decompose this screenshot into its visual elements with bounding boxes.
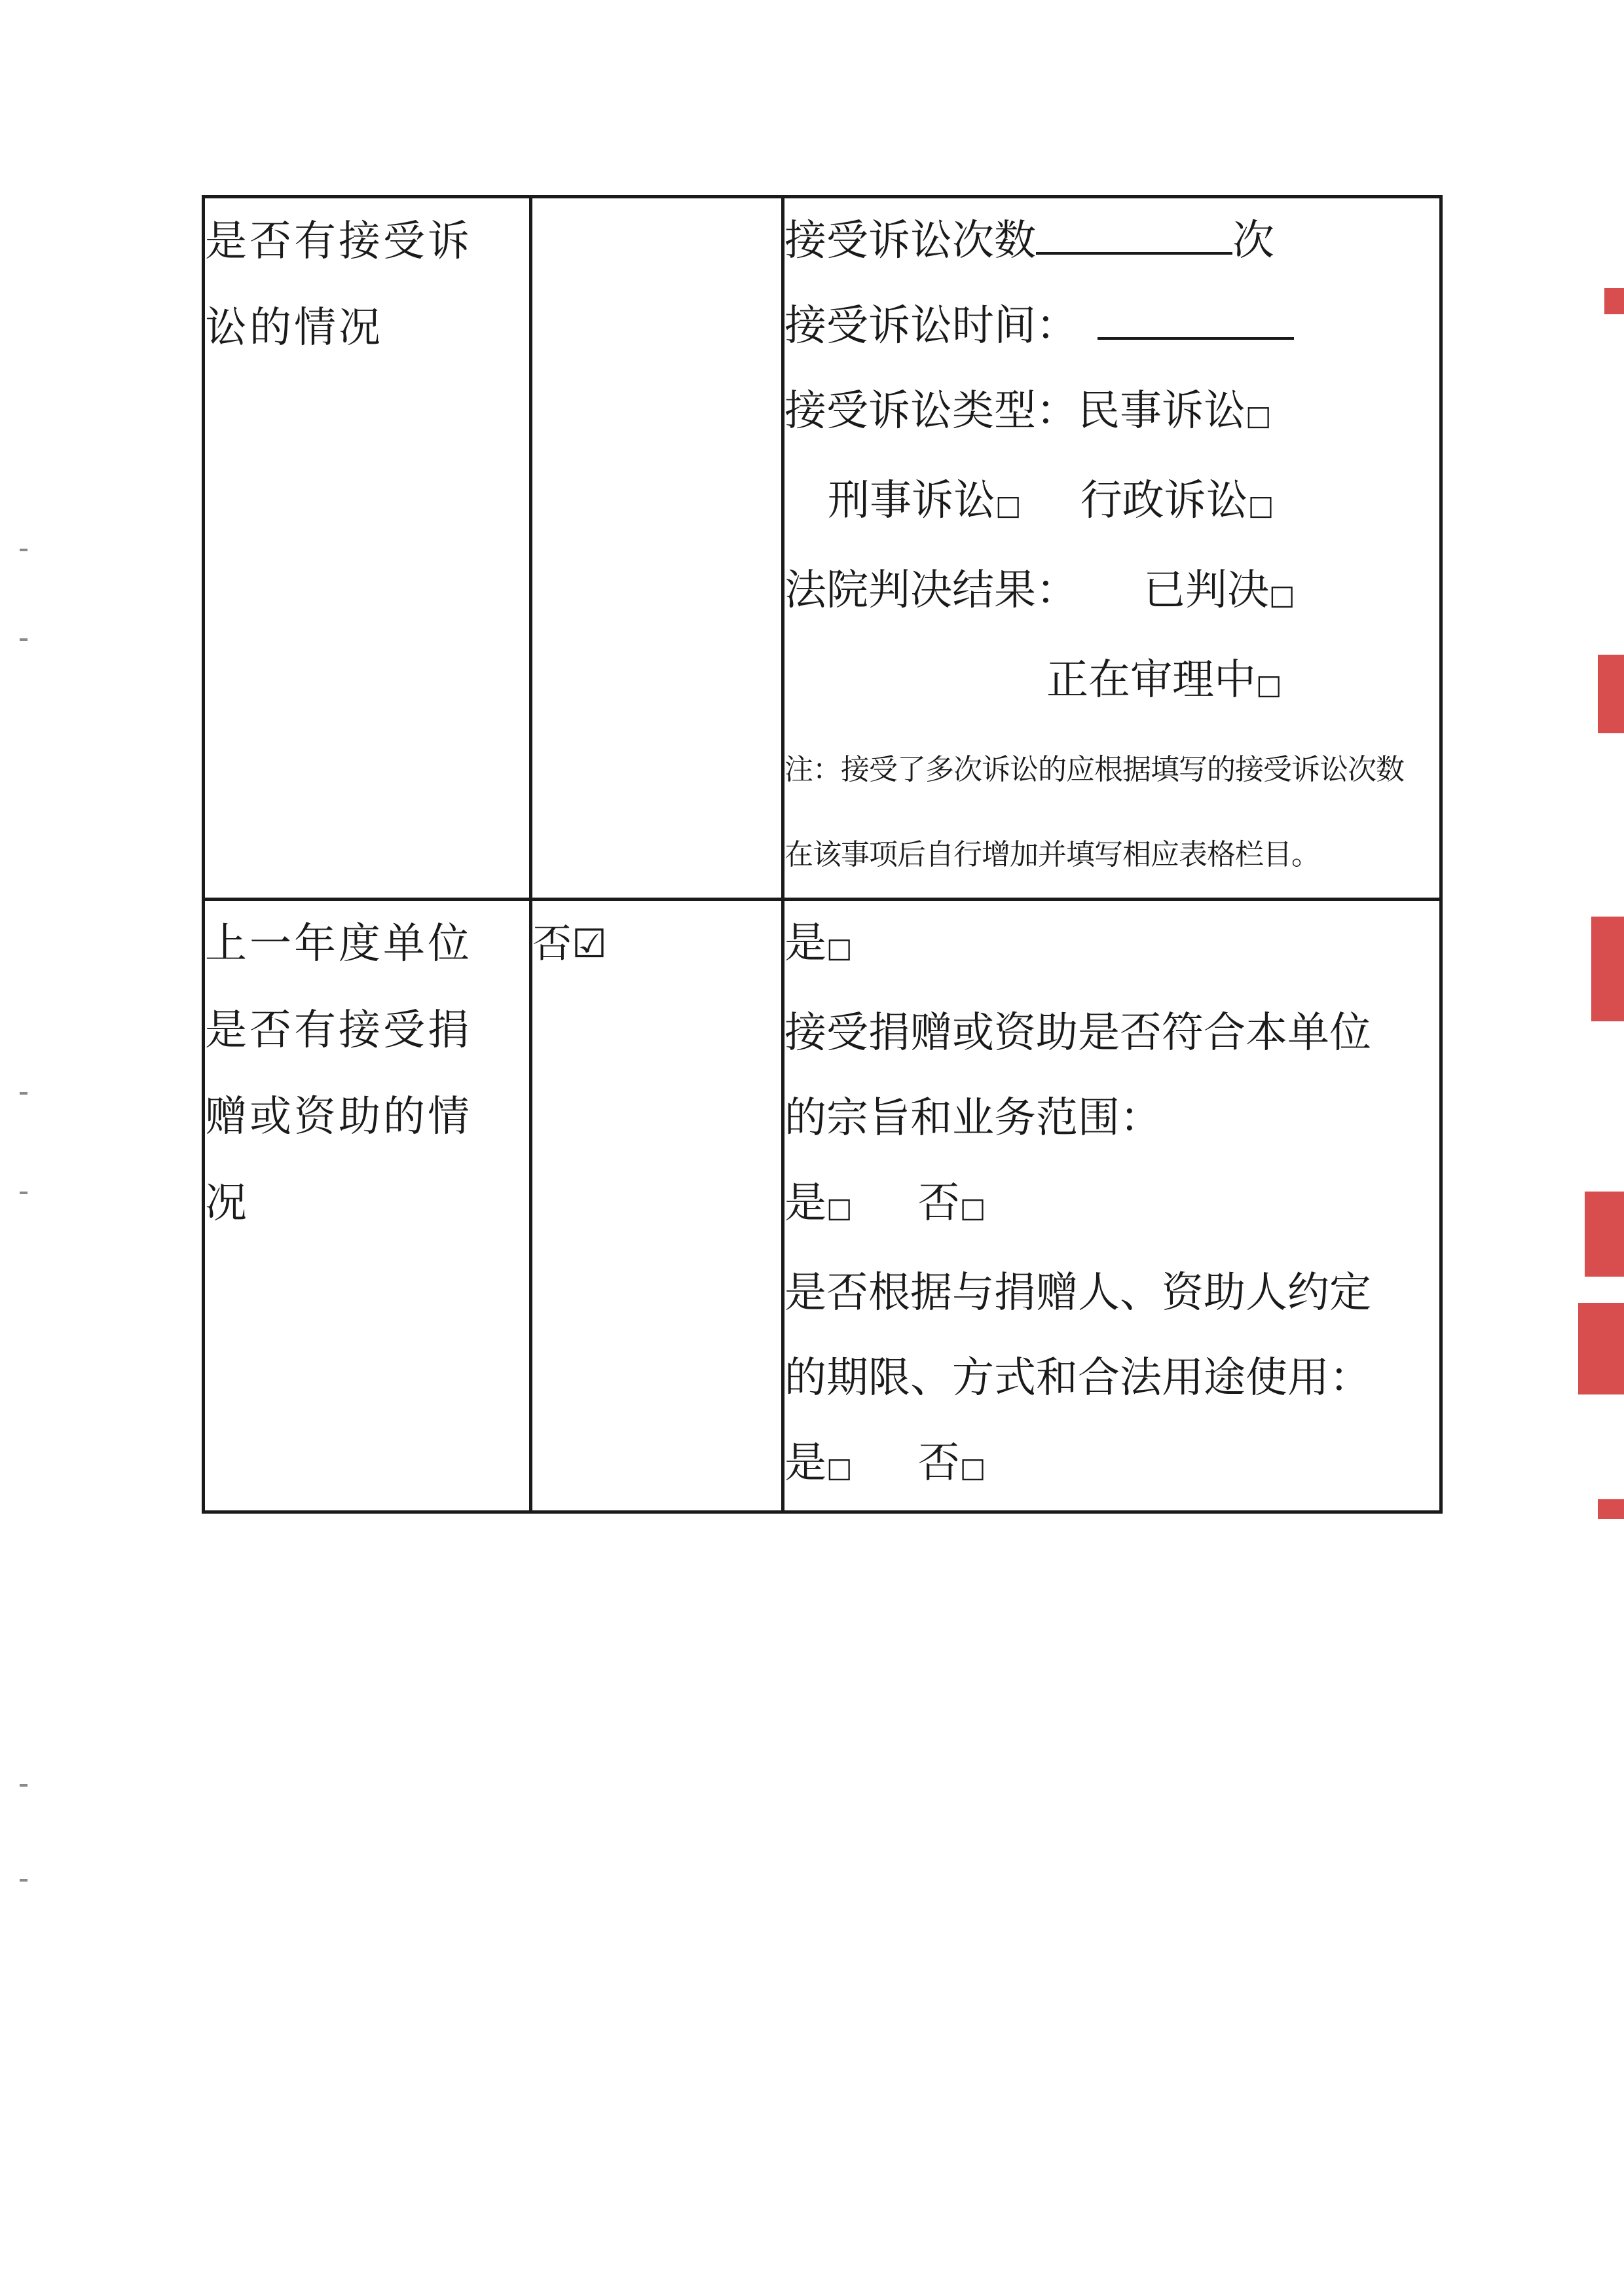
q1-yes-checkbox[interactable]: □ — [826, 1192, 853, 1224]
litigation-type-line — [784, 369, 1439, 458]
scan-mark — [20, 1092, 28, 1095]
scan-mark — [20, 638, 28, 641]
litigation-time-blank[interactable] — [1098, 291, 1294, 340]
result-line-2 — [784, 638, 1439, 727]
result-pending-label: 正在审理中 — [1046, 656, 1256, 704]
stamp-fragment — [1591, 917, 1624, 1021]
question-2-line-2: 的期限、方式和合法用途使用： — [784, 1354, 1371, 1402]
litigation-count-label: 接受诉讼次数 — [784, 217, 1036, 265]
label-line: 况 — [205, 1179, 249, 1228]
note-line-1: 注：接受了多次诉讼的应根据填写的接受诉讼次数 — [784, 753, 1404, 786]
stamp-fragment — [1604, 288, 1624, 314]
stamp-fragment — [1585, 1192, 1624, 1277]
scan-mark — [20, 1784, 28, 1787]
label-line: 上一年度单位 — [205, 920, 472, 968]
question-1-line-1: 接受捐赠或资助是否符合本单位 — [784, 1009, 1371, 1057]
type-civil-label: 民事诉讼 — [1078, 387, 1246, 435]
q1-no-checkbox[interactable]: □ — [959, 1192, 986, 1224]
label-line: 是否有接受诉 — [205, 217, 472, 266]
type-criminal-checkbox[interactable]: □ — [995, 489, 1022, 521]
stamp-fragment — [1578, 1303, 1624, 1394]
row-answer-donation — [531, 900, 783, 1512]
row-detail-litigation — [783, 197, 1441, 900]
scan-mark — [20, 1192, 28, 1194]
label-line: 讼的情况 — [205, 304, 383, 352]
type-civil-checkbox[interactable]: □ — [1246, 399, 1272, 431]
q1-no-label: 否 — [917, 1179, 960, 1228]
scan-mark — [20, 549, 28, 551]
litigation-count-line — [784, 198, 1439, 283]
donation-yes-line — [784, 901, 1439, 991]
stamp-fragment — [1598, 1499, 1624, 1519]
result-label: 法院判决结果： — [784, 566, 1078, 615]
litigation-time-label: 接受诉讼时间： — [784, 302, 1078, 350]
result-decided-checkbox[interactable]: □ — [1269, 579, 1295, 611]
q2-no-label: 否 — [917, 1439, 960, 1487]
litigation-count-blank[interactable] — [1036, 206, 1232, 255]
question-1-answer-line — [784, 1161, 1439, 1250]
form-table — [202, 195, 1443, 1514]
label-line: 是否有接受捐 — [205, 1006, 472, 1055]
type-admin-checkbox[interactable]: □ — [1247, 489, 1274, 521]
q1-yes-label: 是 — [784, 1179, 826, 1228]
litigation-count-unit: 次 — [1232, 217, 1274, 265]
result-pending-checkbox[interactable]: □ — [1256, 668, 1282, 701]
donation-yes-label: 是 — [784, 919, 826, 968]
label-line: 赠或资助的情 — [205, 1093, 472, 1141]
row-detail-donation — [783, 900, 1441, 1512]
scan-mark — [20, 1879, 28, 1882]
litigation-type-label: 接受诉讼类型： — [784, 387, 1078, 435]
type-admin-label: 行政诉讼 — [1080, 477, 1248, 525]
litigation-time-line — [784, 283, 1439, 369]
question-2-answer-line — [784, 1421, 1439, 1510]
table-row-donation — [204, 900, 1441, 1512]
answer-no-checked[interactable]: 否☑ — [532, 921, 607, 967]
row-label-donation — [204, 900, 531, 1512]
type-criminal-label: 刑事诉讼 — [828, 477, 995, 525]
row-answer-litigation — [531, 197, 783, 900]
q2-no-checkbox[interactable]: □ — [959, 1451, 986, 1484]
result-line — [784, 548, 1439, 638]
table-row-litigation — [204, 197, 1441, 900]
donation-yes-checkbox[interactable]: □ — [826, 932, 853, 964]
litigation-type-line-2 — [784, 458, 1439, 548]
q2-yes-checkbox[interactable]: □ — [826, 1451, 853, 1484]
row-label-litigation — [204, 197, 531, 900]
result-decided-label: 已判决 — [1143, 566, 1269, 615]
question-1-line-2: 的宗旨和业务范围： — [784, 1094, 1162, 1142]
q2-yes-label: 是 — [784, 1439, 826, 1487]
note-line-2: 在该事项后自行增加并填写相应表格栏目。 — [784, 838, 1320, 871]
question-2-line-1: 是否根据与捐赠人、资助人约定 — [784, 1269, 1371, 1317]
stamp-fragment — [1598, 655, 1624, 733]
